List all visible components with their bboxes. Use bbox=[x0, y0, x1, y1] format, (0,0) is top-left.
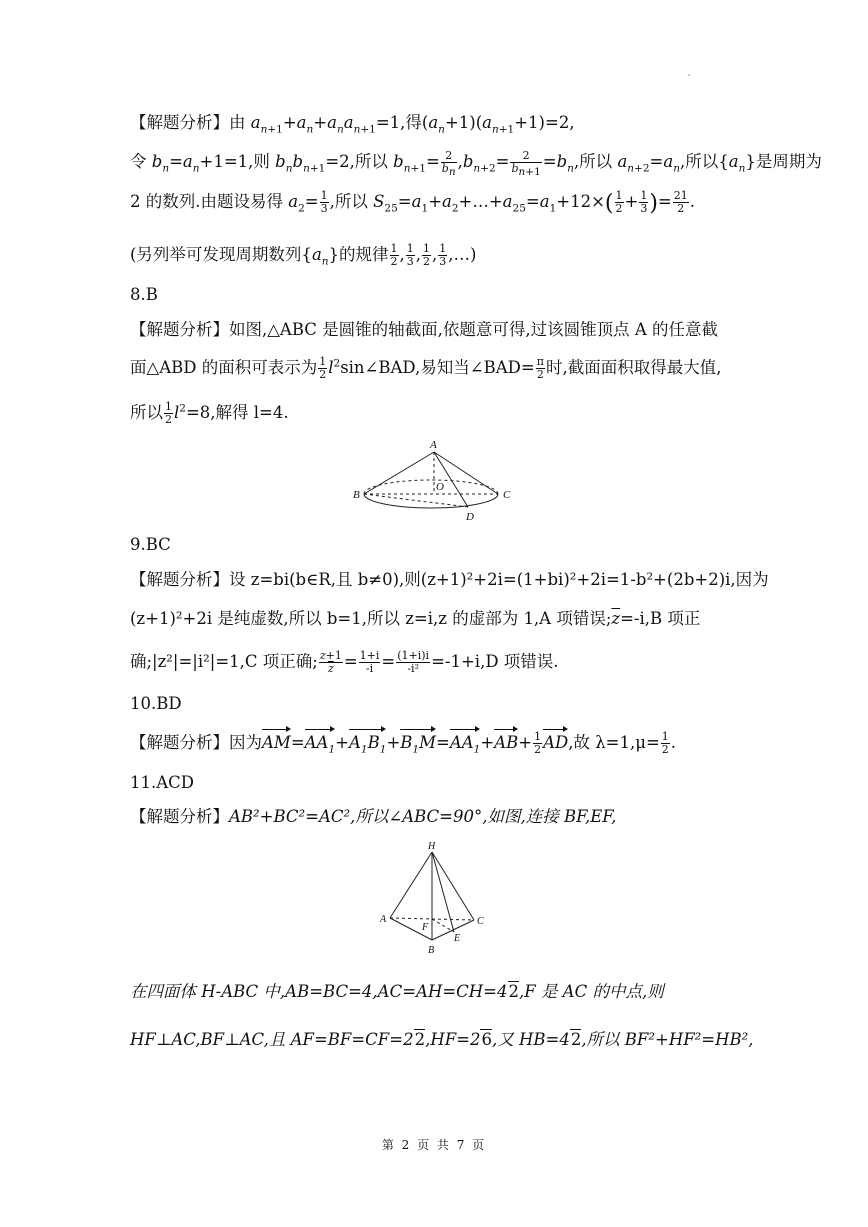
q8-line-3: 所以 $\frac{1}{2}$ $l^2=8$,解得 l=4. bbox=[130, 400, 289, 426]
q7-line-2: 令 $b_n=a_n+1=1$,则 $b_nb_{n+1}=2$,所以 $b_{n+1}=$ $\frac{2}{b_n}$ $,b_{n+2}=$ $\frac{2}{b_{n+1}}$ $=b_n$,所以 $a_{n+2}=a_n$,所以$\{a_n\}$是周期为 bbox=[130, 149, 822, 179]
q7-line-4: (另列举可发现周期数列$\{a_n\}$的规律 $\frac{1}{2}$ , $\frac{1}{3}$ , $\frac{1}{2}$ , $\frac{1}{3}$ ,…) bbox=[130, 242, 477, 268]
label-c: C bbox=[503, 489, 511, 501]
fraction: $\frac{1}{3}$ bbox=[320, 189, 328, 215]
fraction: $\frac{1}{2}$ bbox=[319, 355, 327, 381]
q7-text: +…+ bbox=[458, 192, 503, 211]
fraction: $\frac{1+i}{-i}$ bbox=[359, 649, 380, 675]
fraction: $\frac{1}{2}$ bbox=[661, 730, 669, 756]
q9-line-2: (z+1)²+2i 是纯虚数,所以 b=1,所以 z=i,z 的虚部为 1,A 项错误$;\overline{z}=-i,B$ 项正 bbox=[130, 609, 701, 628]
label-c: C bbox=[477, 916, 484, 927]
label-h: H bbox=[428, 841, 436, 852]
edge-hc bbox=[432, 852, 474, 920]
q9-answer: 9.BC bbox=[130, 535, 171, 554]
scan-dot bbox=[688, 74, 690, 76]
q11-text: ,F 是 AC 的中点,则 bbox=[519, 982, 664, 1001]
label-b: B bbox=[353, 489, 360, 501]
fraction: $\frac{1}{2}$ bbox=[165, 400, 172, 426]
q8-answer: 8.B bbox=[130, 285, 158, 304]
q11-line-1 bbox=[130, 805, 616, 829]
label-e: E bbox=[454, 933, 461, 944]
q9-text: =-1+i,D 项错误. bbox=[431, 652, 559, 671]
q7-text: 令 bbox=[130, 152, 147, 171]
q11-text: ,所以 BF²+HF²=HB², bbox=[581, 1030, 754, 1049]
q7-text: ,…) bbox=[448, 245, 477, 264]
q11-text: ,又 HB=4 bbox=[491, 1030, 570, 1049]
q7-text: =2, bbox=[545, 113, 575, 132]
analysis-header: 【解题分析】 bbox=[130, 570, 229, 589]
q7-text: 2 的数列.由题设易得 bbox=[130, 192, 283, 211]
q8-line-2: 面△ABD 的面积可表示为 $\frac{1}{2}$ $l^2\sin\angle BAD$,易知当∠BAD= $\frac{\pi}{2}$ 时,截面面积取得最大值, bbox=[130, 355, 722, 381]
fraction: $\frac{1}{3}$ bbox=[406, 242, 414, 268]
q7-line-3: 2 的数列.由题设易得 $a_2=$ $\frac{1}{3}$ ,所以 $S_{25}=a_1+a_2+\dots+a_{25}=a_1+12\times$( $\frac{1}{2}$ + $\frac{1}{3}$ )= $\frac{21}{2}$ . bbox=[130, 189, 695, 216]
q9-text: =-i,B 项正 bbox=[620, 609, 701, 628]
q9-line-3: 确;|z²|=|i²|=1,C 项正确; $\frac{z+1}{z}$ = $\frac{1+i}{-i}$ = $\frac{(1+i)i}{\text{-i²}}$ =-1+i,D 项错误. bbox=[130, 649, 559, 675]
fraction: $\frac{2}{b_{n+1}}$ bbox=[511, 149, 541, 179]
label-f: F bbox=[422, 922, 429, 933]
q7-text: 由 bbox=[229, 113, 246, 132]
analysis-header: 【解题分析】 bbox=[130, 807, 229, 826]
q8-line-1 bbox=[130, 318, 718, 342]
fraction: $\frac{1}{3}$ bbox=[640, 189, 648, 215]
q8-text: 如图,△ABC 是圆锥的轴截面,依题意可得,过该圆锥顶点 A 的任意截 bbox=[229, 320, 719, 339]
q7-text: =1,得( bbox=[375, 113, 429, 132]
q7-text: +12× bbox=[556, 192, 605, 211]
fraction: $\frac{\pi}{2}$ bbox=[536, 355, 544, 381]
q7-text: ,所以{ bbox=[679, 152, 729, 171]
q11-line-2: 在四面体 H-ABC 中,AB=BC=4,AC=AH=CH=42,F 是 AC 的中点,则 bbox=[130, 982, 664, 1001]
page-footer: 第 2 页 共 7 页 bbox=[381, 1138, 487, 1152]
fraction: $\frac{1}{3}$ bbox=[439, 242, 447, 268]
q7-line-1: 【解题分析】由 $a_{n+1}+a_n+a_na_{n+1}=1$,得$(a_n+1)(a_{n+1}+1)=2$, bbox=[130, 113, 575, 136]
analysis-header: 【解题分析】 bbox=[130, 113, 229, 132]
edge-ab bbox=[364, 452, 434, 494]
q7-text: (另列举可发现周期数列{ bbox=[130, 245, 312, 264]
tetrahedron-figure bbox=[372, 840, 492, 960]
q11-answer: 11.ACD bbox=[130, 773, 195, 792]
q10-answer: 10.BD bbox=[130, 694, 182, 713]
fraction: $\frac{1}{2}$ bbox=[534, 730, 542, 756]
q7-text: ,所以 bbox=[573, 152, 613, 171]
label-o: O bbox=[436, 481, 444, 493]
q8-text: sin∠BAD,易知当∠BAD= bbox=[340, 358, 535, 377]
q8-text: 面△ABD 的面积可表示为 bbox=[130, 358, 318, 377]
label-a: A bbox=[430, 439, 437, 451]
label-d: D bbox=[466, 511, 474, 523]
cone-figure bbox=[350, 436, 550, 526]
fraction: $\frac{z+1}{z}$ bbox=[319, 649, 342, 675]
q7-text: =1,则 bbox=[223, 152, 270, 171]
label-b: B bbox=[428, 945, 435, 956]
q11-text: AB²+BC²=AC²,所以∠ABC=90°,如图,连接 BF,EF, bbox=[229, 807, 617, 826]
q7-text: ,所以 bbox=[329, 192, 368, 211]
q7-text: }的规律 bbox=[328, 245, 389, 264]
chord-bd bbox=[364, 494, 468, 507]
edge-ad bbox=[434, 452, 468, 507]
q9-line-1 bbox=[130, 568, 769, 592]
q9-text: 设 z=bi(b∈R,且 b≠0),则(z+1)²+2i=(1+bi)²+2i=1-b²+(2b+2)i,因为 bbox=[229, 570, 769, 589]
fraction: $\frac{1}{2}$ bbox=[423, 242, 431, 268]
q10-text: ,故 λ=1,μ= bbox=[568, 733, 660, 752]
edge-he bbox=[432, 852, 454, 932]
q8-text: =8,解得 l=4. bbox=[185, 403, 289, 422]
q11-text: 在四面体 H-ABC 中,AB=BC=4,AC=AH=CH=4 bbox=[130, 982, 508, 1001]
fraction: $\frac{2}{b_n}$ bbox=[441, 149, 456, 179]
q9-text: 确;|z²|=|i²|=1,C 项正确; bbox=[130, 652, 318, 671]
edge-ha bbox=[390, 852, 432, 918]
label-a: A bbox=[380, 914, 387, 925]
q9-text: (z+1)²+2i 是纯虚数,所以 b=1,所以 z=i,z 的虚部为 1,A 项错误; bbox=[130, 609, 612, 628]
q11-line-3: HF⊥AC,BF⊥AC,且 AF=BF=CF=22,HF=26,又 HB=42,所以 BF²+HF²=HB², bbox=[130, 1030, 754, 1049]
fraction: $\frac{1}{2}$ bbox=[615, 189, 623, 215]
analysis-header: 【解题分析】 bbox=[130, 320, 229, 339]
q11-text: HF⊥AC,BF⊥AC,且 AF=BF=CF=2 bbox=[130, 1030, 414, 1049]
q11-text: ,HF=2 bbox=[425, 1030, 481, 1049]
fraction: $\frac{1}{2}$ bbox=[390, 242, 398, 268]
fraction: $\frac{21}{2}$ bbox=[673, 189, 688, 215]
q7-text: }是周期为 bbox=[745, 152, 822, 171]
q10-text: 因为 bbox=[229, 733, 262, 752]
fraction: $\frac{(1+i)i}{\text{-i²}}$ bbox=[397, 649, 430, 675]
q8-text: 所以 bbox=[130, 403, 163, 422]
q10-line-1: 【解题分析】因为$AM=AA_1+A_1B_1+B_1M=AA_1+AB+$ $\frac{1}{2}$ AD,故 λ=1,μ= $\frac{1}{2}$ . bbox=[130, 730, 677, 756]
analysis-header: 【解题分析】 bbox=[130, 733, 229, 752]
q8-text: 时,截面面积取得最大值, bbox=[545, 358, 722, 377]
q7-text: =2,所以 bbox=[325, 152, 388, 171]
